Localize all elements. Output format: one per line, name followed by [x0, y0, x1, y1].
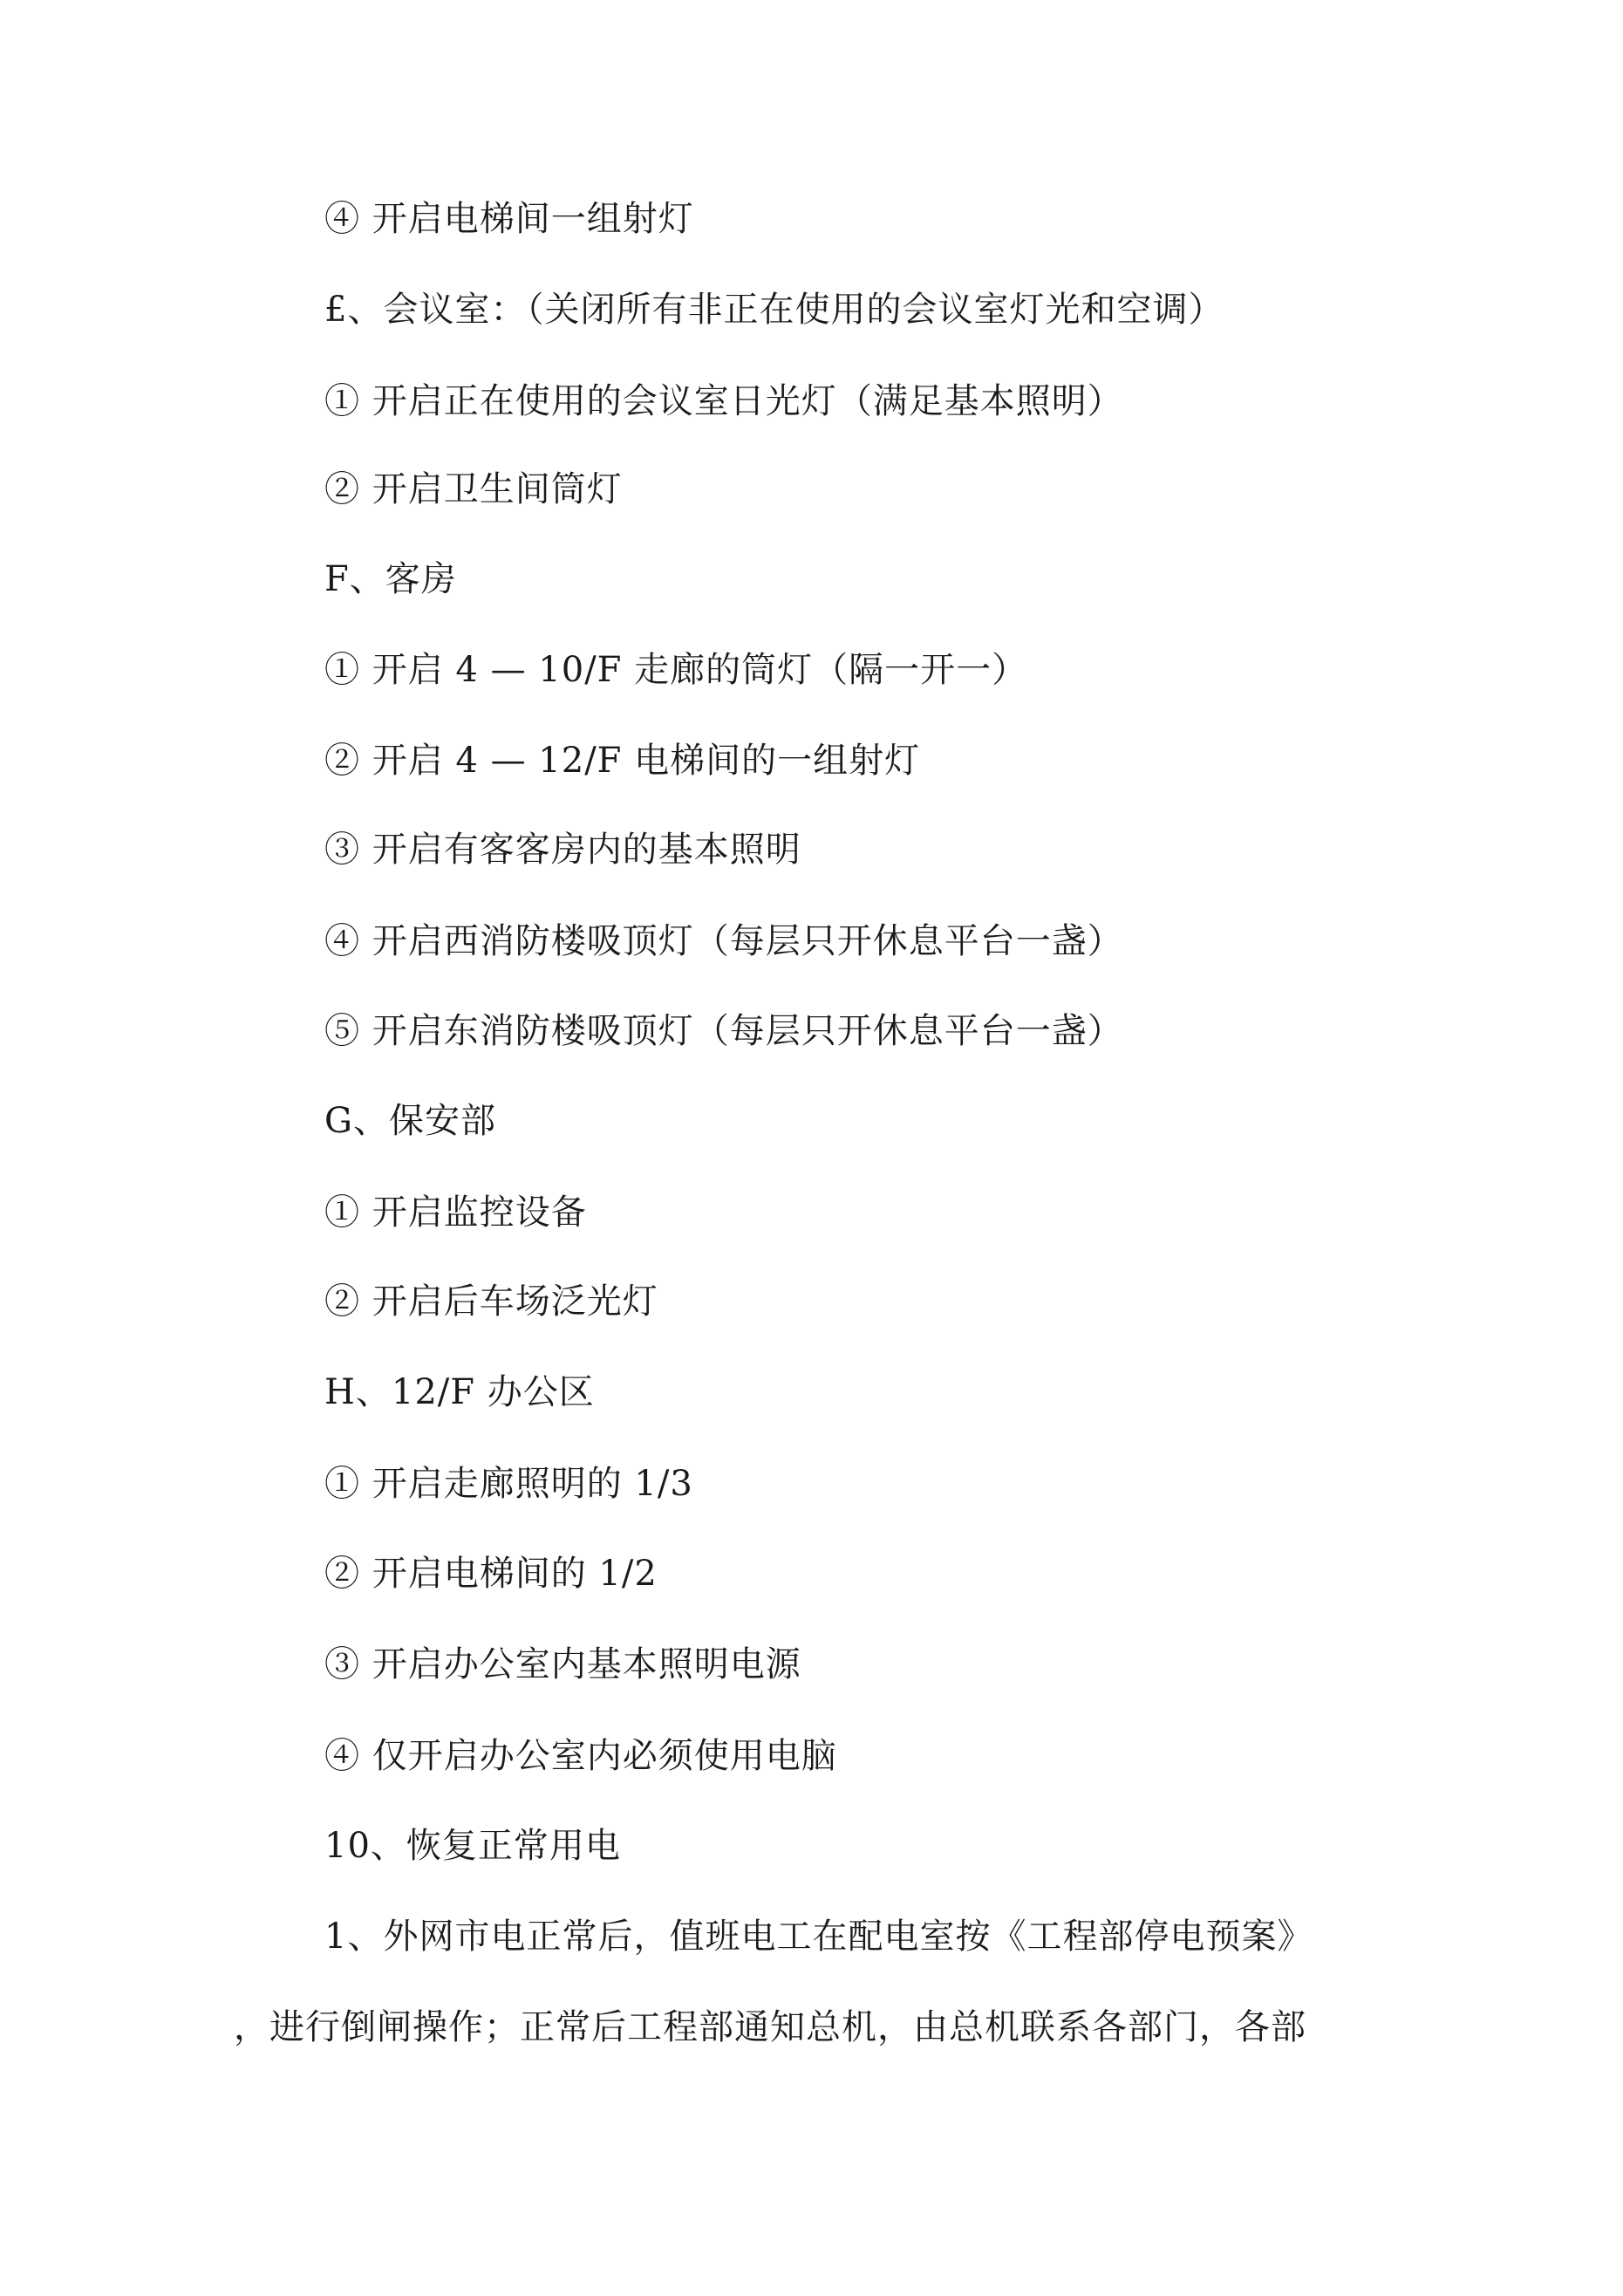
text-line-10: ⑤ 开启东消防楼吸顶灯（每层只开休息平台一盏） [324, 1011, 1123, 1051]
text-line-3: ① 开启正在使用的会议室日光灯（满足基本照明） [324, 381, 1123, 421]
section-heading-meeting-room: £、会议室：（关闭所有非正在使用的会议室灯光和空调） [324, 290, 1224, 330]
text-line-9: ④ 开启西消防楼吸顶灯（每层只开休息平台一盏） [324, 921, 1123, 961]
text-line-7: ② 开启 4 — 12/F 电梯间的一组射灯 [324, 741, 921, 781]
text-line-16: ② 开启电梯间的 1/2 [324, 1554, 658, 1594]
section-heading-office-area: H、12/F 办公区 [324, 1372, 595, 1412]
text-line-13: ② 开启后车场泛光灯 [324, 1281, 658, 1322]
text-line-12: ① 开启监控设备 [324, 1192, 587, 1233]
paragraph-line-1: 1、外网市电正常后，值班电工在配电室按《工程部停电预案》 [324, 1917, 1313, 1957]
paragraph-line-2: ，进行倒闸操作；正常后工程部通知总机，由总机联系各部门，各部 [234, 2007, 1306, 2047]
text-line-18: ④ 仅开启办公室内必须使用电脑 [324, 1736, 837, 1776]
text-line-4: ② 开启卫生间筒灯 [324, 469, 623, 509]
text-line-17: ③ 开启办公室内基本照明电源 [324, 1644, 801, 1684]
section-heading-security: G、保安部 [324, 1101, 496, 1141]
section-heading-restore-power: 10、恢复正常用电 [324, 1826, 621, 1866]
text-line-15: ① 开启走廊照明的 1/3 [324, 1464, 693, 1504]
section-heading-guest-rooms: F、客房 [324, 559, 457, 599]
text-line-8: ③ 开启有客客房内的基本照明 [324, 830, 801, 870]
text-line-6: ① 开启 4 — 10/F 走廊的筒灯（隔一开一） [324, 650, 1028, 690]
text-line-1: ④ 开启电梯间一组射灯 [324, 199, 694, 239]
